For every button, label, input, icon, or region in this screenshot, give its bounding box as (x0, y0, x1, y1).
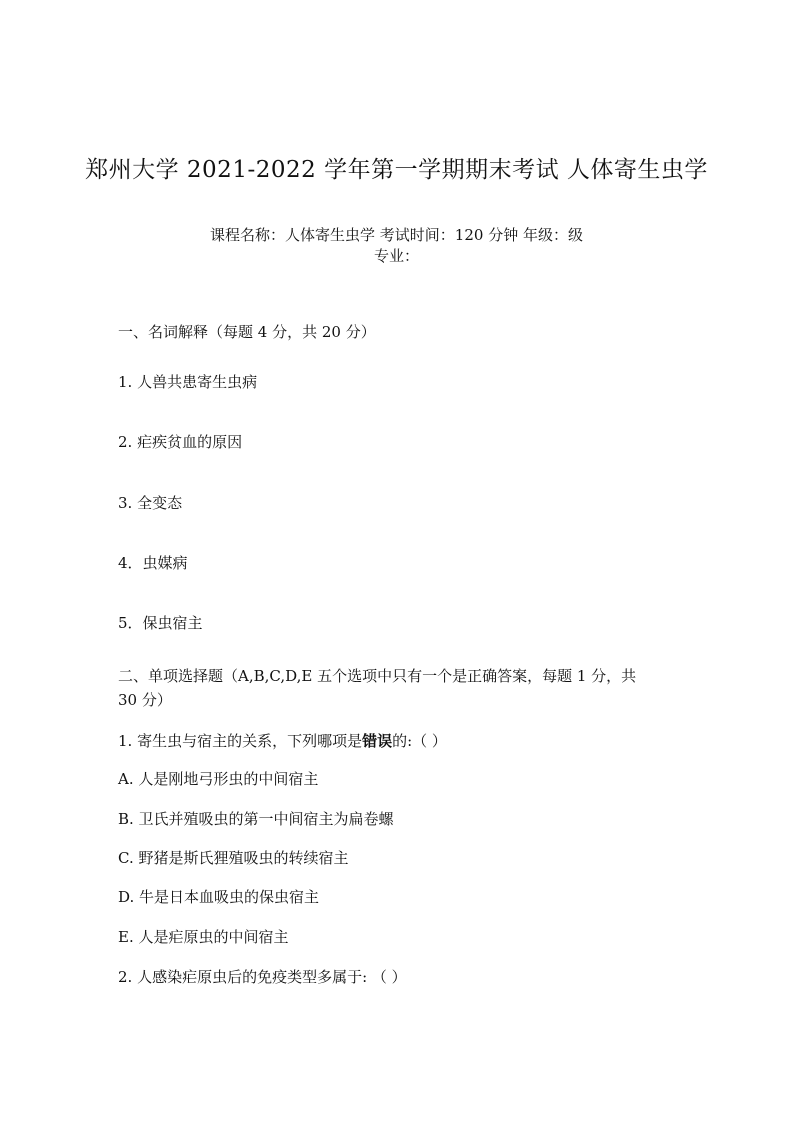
term-item: 4．虫媒病 (118, 554, 188, 572)
term-item: 5．保虫宿主 (118, 614, 203, 632)
course-info: 课程名称：人体寄生虫学 考试时间：120 分钟 年级：级 (210, 226, 583, 244)
major-info: 专业： (373, 247, 419, 265)
term-item: 1. 人兽共患寄生虫病 (118, 373, 258, 391)
section1-heading: 一、名词解释（每题 4 分，共 20 分） (118, 323, 376, 341)
question-emphasis: 错误 (362, 732, 393, 750)
option-e: E. 人是疟原虫的中间宿主 (118, 928, 289, 946)
option-b: B. 卫氏并殖吸虫的第一中间宿主为扁卷螺 (118, 810, 394, 828)
question-2: 2. 人感染疟原虫后的免疫类型多属于: （ ） (118, 968, 407, 986)
option-a: A. 人是刚地弓形虫的中间宿主 (118, 770, 319, 788)
option-d: D. 牛是日本血吸虫的保虫宿主 (118, 888, 320, 906)
section2-heading-cont: 30 分） (118, 691, 172, 709)
section2-heading: 二、单项选择题（A,B,C,D,E 五个选项中只有一个是正确答案，每题 1 分，共 (118, 667, 637, 685)
term-item: 2. 疟疾贫血的原因 (118, 433, 243, 451)
question-text: 1. 寄生虫与宿主的关系，下列哪项是 (118, 732, 363, 750)
option-c: C. 野猪是斯氏狸殖吸虫的转续宿主 (118, 849, 349, 867)
term-item: 3. 全变态 (118, 494, 183, 512)
exam-title: 郑州大学 2021-2022 学年第一学期期末考试 人体寄生虫学 (85, 157, 708, 183)
question-1 (118, 731, 447, 751)
question-text-end: 的:（ ） (392, 732, 447, 750)
